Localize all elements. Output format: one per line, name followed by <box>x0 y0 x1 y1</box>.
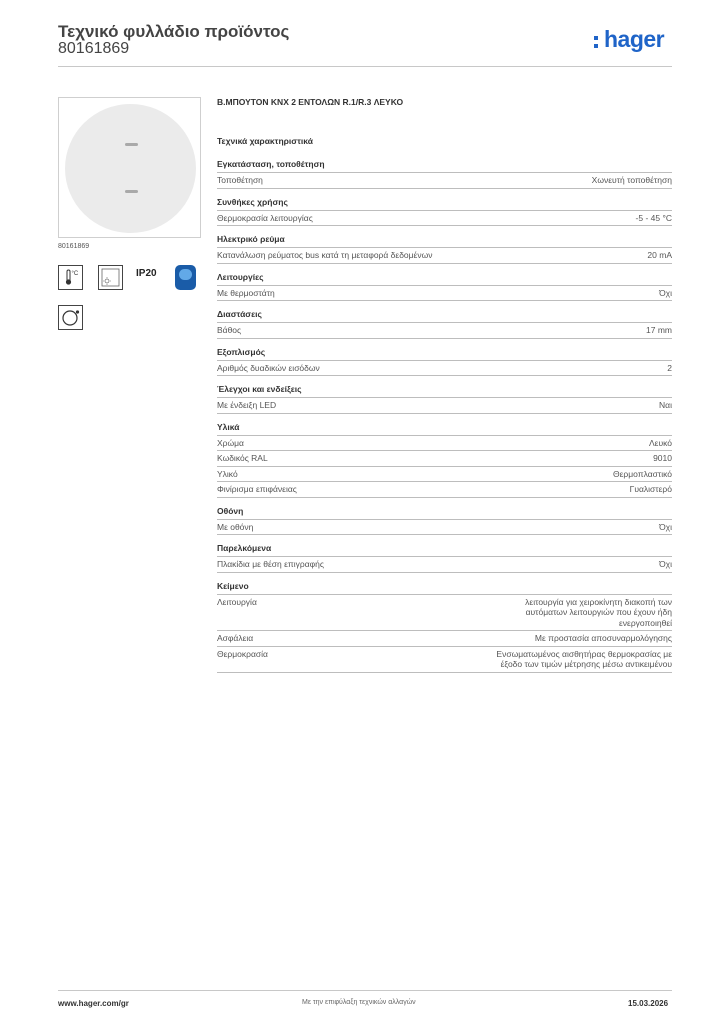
led-indicator-bottom <box>125 190 138 193</box>
footer-disclaimer: Με την επιφύλαξη τεχνικών αλλαγών <box>302 999 416 1006</box>
spec-row <box>217 323 672 339</box>
spec-value: Με προστασία αποσυναρμολόγησης <box>534 633 672 643</box>
section-title: Εξοπλισμός <box>217 339 672 361</box>
section-title: Εγκατάσταση, τοποθέτηση <box>217 151 672 173</box>
knx-icon <box>175 265 196 290</box>
spec-row <box>217 248 672 264</box>
spec-value: 9010 <box>653 453 672 463</box>
spec-label: Κωδικός RAL <box>217 453 268 463</box>
spec-label: Ασφάλεια <box>217 633 254 643</box>
spec-row <box>217 436 672 452</box>
section-title: Διαστάσεις <box>217 301 672 323</box>
spec-value: Λευκό <box>649 437 672 448</box>
spec-row <box>217 595 672 632</box>
document-code: 80161869 <box>58 40 130 57</box>
spec-row <box>217 631 672 647</box>
spec-label: Χρώμα <box>217 437 244 448</box>
spec-label: Τοποθέτηση <box>217 175 263 185</box>
logo-dot-icon <box>594 44 598 48</box>
spec-value: Γυαλιστερό <box>629 484 672 494</box>
spec-content <box>217 97 672 673</box>
spec-row <box>217 361 672 377</box>
spec-label: Αριθμός δυαδικών εισόδων <box>217 362 320 373</box>
section-title: Συνθήκες χρήσης <box>217 189 672 211</box>
spec-value: Όχι <box>659 521 672 532</box>
spec-label: Φινίρισμα επιφάνειας <box>217 484 297 494</box>
sensor-icon <box>98 265 123 290</box>
spec-row <box>217 173 672 189</box>
product-image <box>58 97 201 238</box>
spec-label: Με ένδειξη LED <box>217 400 277 410</box>
push-button-graphic <box>65 104 196 233</box>
spec-row <box>217 520 672 536</box>
spec-row <box>217 211 672 227</box>
spec-value: Ναι <box>659 400 672 410</box>
logo-dot-icon <box>594 36 598 40</box>
spec-row <box>217 647 672 673</box>
spec-value: Όχι <box>659 559 672 569</box>
thermometer-icon <box>58 265 83 290</box>
hager-logo[interactable] <box>594 28 674 54</box>
logo-text: hager <box>604 26 665 52</box>
section-title: Ηλεκτρικό ρεύμα <box>217 226 672 248</box>
spec-label: Υλικό <box>217 468 238 479</box>
spec-row <box>217 482 672 498</box>
spec-value: Όχι <box>659 287 672 298</box>
spec-label: Πλακίδια με θέση επιγραφής <box>217 559 324 569</box>
spec-row <box>217 286 672 302</box>
spec-label: Βάθος <box>217 325 242 335</box>
spec-label: Με θερμοστάτη <box>217 287 275 298</box>
spec-row <box>217 557 672 573</box>
section-title: Υλικά <box>217 414 672 436</box>
spec-sections <box>217 151 672 673</box>
header-divider <box>58 66 672 67</box>
footer-website-link[interactable]: www.hager.com/gr <box>58 999 129 1008</box>
spec-label: Λειτουργία <box>217 596 257 607</box>
spec-value: Θερμοπλαστικό <box>612 468 672 479</box>
spec-label: Με οθόνη <box>217 521 254 532</box>
section-title: Παρελκόμενα <box>217 535 672 557</box>
section-title: Λειτουργίες <box>217 264 672 286</box>
spec-value: λειτουργία για χειροκίνητη διακοπή των αυτόματων λειτουργιών που έχουν ήδη ενεργοποιηθεί <box>525 596 672 628</box>
spec-value: -5 - 45 °C <box>635 212 672 223</box>
product-image-code: 80161869 <box>58 243 90 250</box>
spec-value: 17 mm <box>646 325 672 335</box>
spec-row <box>217 467 672 483</box>
footer-date: 15.03.2026 <box>628 999 669 1008</box>
spec-row <box>217 398 672 414</box>
spec-value: 20 mA <box>647 250 672 260</box>
spec-row <box>217 451 672 467</box>
section-title: Έλεγχοι και ενδείξεις <box>217 376 672 398</box>
knx-icon-inner <box>179 269 192 280</box>
document-title: Τεχνικό φυλλάδιο προϊόντος <box>58 22 290 41</box>
led-indicator-top <box>125 143 138 146</box>
spec-value: Χωνευτή τοποθέτηση <box>591 175 672 185</box>
spec-label: Θερμοκρασία λειτουργίας <box>217 212 313 223</box>
led-icon <box>58 305 83 330</box>
spec-value: 2 <box>667 362 672 373</box>
product-name: Β.ΜΠΟΥΤΟΝ KNX 2 ΕΝΤΟΛΩΝ R.1/R.3 ΛΕΥΚΟ <box>217 97 404 107</box>
ip20-icon: IP20 <box>136 268 157 279</box>
svg-text:°C: °C <box>71 271 79 277</box>
footer-divider <box>58 990 672 991</box>
spec-value: Ενσωματωμένος αισθητήρας θερμοκρασίας με έξοδο των τιμών μέτρησης μέσω αντικειμένου <box>496 648 672 669</box>
section-title: Κείμενο <box>217 573 672 595</box>
section-title: Οθόνη <box>217 498 672 520</box>
spec-label: Κατανάλωση ρεύματος bus κατά τη μεταφορά δεδομένων <box>217 250 433 260</box>
spec-group-title: Τεχνικά χαρακτηριστικά <box>217 136 313 146</box>
spec-label: Θερμοκρασία <box>217 648 268 659</box>
